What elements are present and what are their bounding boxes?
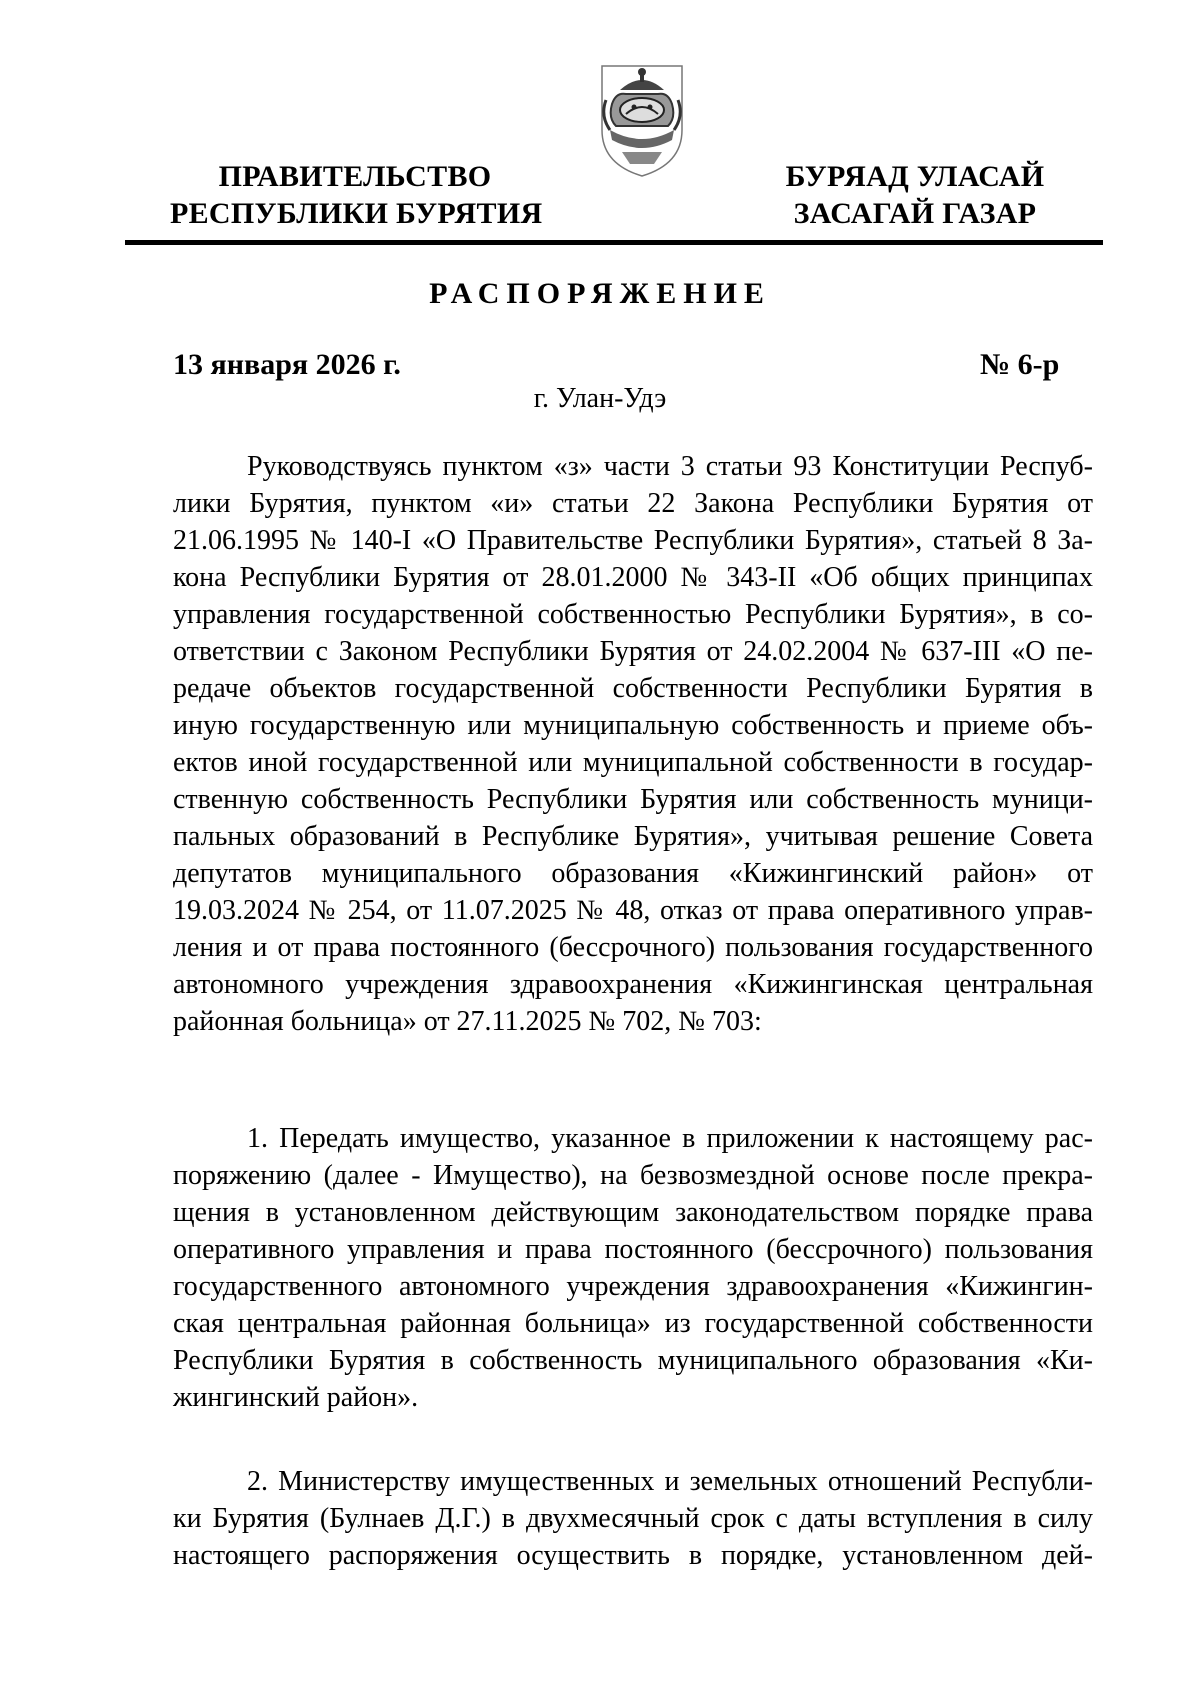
- paragraph-line: 21.06.1995 № 140-I «О Правительстве Республики Бурятия», статьей 8 За-: [173, 525, 1093, 556]
- paragraph-line: ответствии с Законом Республики Бурятия от 24.02.2004 № 637-III «О пе-: [173, 636, 1093, 667]
- paragraph-line: лики Бурятия, пунктом «и» статьи 22 Закона Республики Бурятия от: [173, 488, 1093, 519]
- government-name-buryat: [765, 158, 1065, 232]
- header-left-line-1: ПРАВИТЕЛЬСТВО: [218, 160, 492, 193]
- paragraph-line: ская центральная районная больница» из государственной собственности: [173, 1308, 1093, 1339]
- paragraph-line: настоящего распоряжения осуществить в порядке, установленном дей-: [173, 1540, 1093, 1571]
- paragraph-line: 2. Министерству имущественных и земельных отношений Республи-: [247, 1466, 1093, 1497]
- paragraph-line: ектов иной государственной или муниципальной собственности в государ-: [173, 747, 1093, 778]
- paragraph-line: депутатов муниципального образования «Кижингинский район» от: [173, 858, 1093, 889]
- paragraph-line: кона Республики Бурятия от 28.01.2000 № 343-II «Об общих принципах: [173, 562, 1093, 593]
- document-date: 13 января 2026 г.: [173, 348, 401, 381]
- paragraph-line: ления и от права постоянного (бессрочного) пользования государственного: [173, 932, 1093, 963]
- document-number: № 6-р: [980, 348, 1060, 381]
- paragraph-line: оперативного управления и права постоянного (бессрочного) пользования: [173, 1234, 1093, 1265]
- header-left-line-2: РЕСПУБЛИКИ БУРЯТИЯ: [170, 197, 543, 230]
- paragraph-line: районная больница» от 27.11.2025 № 702, № 703:: [173, 1006, 762, 1037]
- item-2-paragraph: [173, 1463, 1093, 1574]
- paragraph-line: управления государственной собственностью Республики Бурятия», в со-: [173, 599, 1093, 630]
- paragraph-line: Руководствуясь пунктом «з» части 3 статьи 93 Конституции Респуб-: [247, 451, 1093, 482]
- header-right-line-2: ЗАСАГАЙ ГАЗАР: [793, 197, 1037, 230]
- paragraph-line: иную государственную или муниципальную собственность и приеме объ-: [173, 710, 1093, 741]
- document-city: г. Улан-Удэ: [533, 383, 667, 414]
- paragraph-line: ственную собственность Республики Бурятия или собственность муници-: [173, 784, 1093, 815]
- header-right-line-1: БУРЯАД УЛАСАЙ: [785, 160, 1045, 193]
- paragraph-line: государственного автономного учреждения здравоохранения «Кижингин-: [173, 1271, 1093, 1302]
- paragraph-line: щения в установленном действующим законодательством порядке права: [173, 1197, 1093, 1228]
- paragraph-line: 19.03.2024 № 254, от 11.07.2025 № 48, отказ от права оперативного управ-: [173, 895, 1093, 926]
- item-1-paragraph: [173, 1120, 1093, 1416]
- paragraph-line: поряжению (далее - Имущество), на безвозмездной основе после прекра-: [173, 1160, 1093, 1191]
- coat-of-arms-emblem: [596, 60, 688, 180]
- paragraph-line: 1. Передать имущество, указанное в приложении к настоящему рас-: [247, 1123, 1093, 1154]
- paragraph-line: Республики Бурятия в собственность муниципального образования «Ки-: [173, 1345, 1093, 1376]
- document-type-title: РАСПОРЯЖЕНИЕ: [429, 277, 771, 310]
- preamble-paragraph: [173, 448, 1093, 1040]
- paragraph-line: пальных образований в Республике Бурятия», учитывая решение Совета: [173, 821, 1093, 852]
- paragraph-line: жингинский район».: [173, 1382, 419, 1413]
- paragraph-line: редаче объектов государственной собственности Республики Бурятия в: [173, 673, 1093, 704]
- paragraph-line: ки Бурятия (Булнаев Д.Г.) в двухмесячный срок с даты вступления в силу: [173, 1503, 1093, 1534]
- paragraph-line: автономного учреждения здравоохранения «Кижингинская центральная: [173, 969, 1093, 1000]
- header-divider: [125, 240, 1103, 245]
- government-name-russian: [170, 158, 543, 232]
